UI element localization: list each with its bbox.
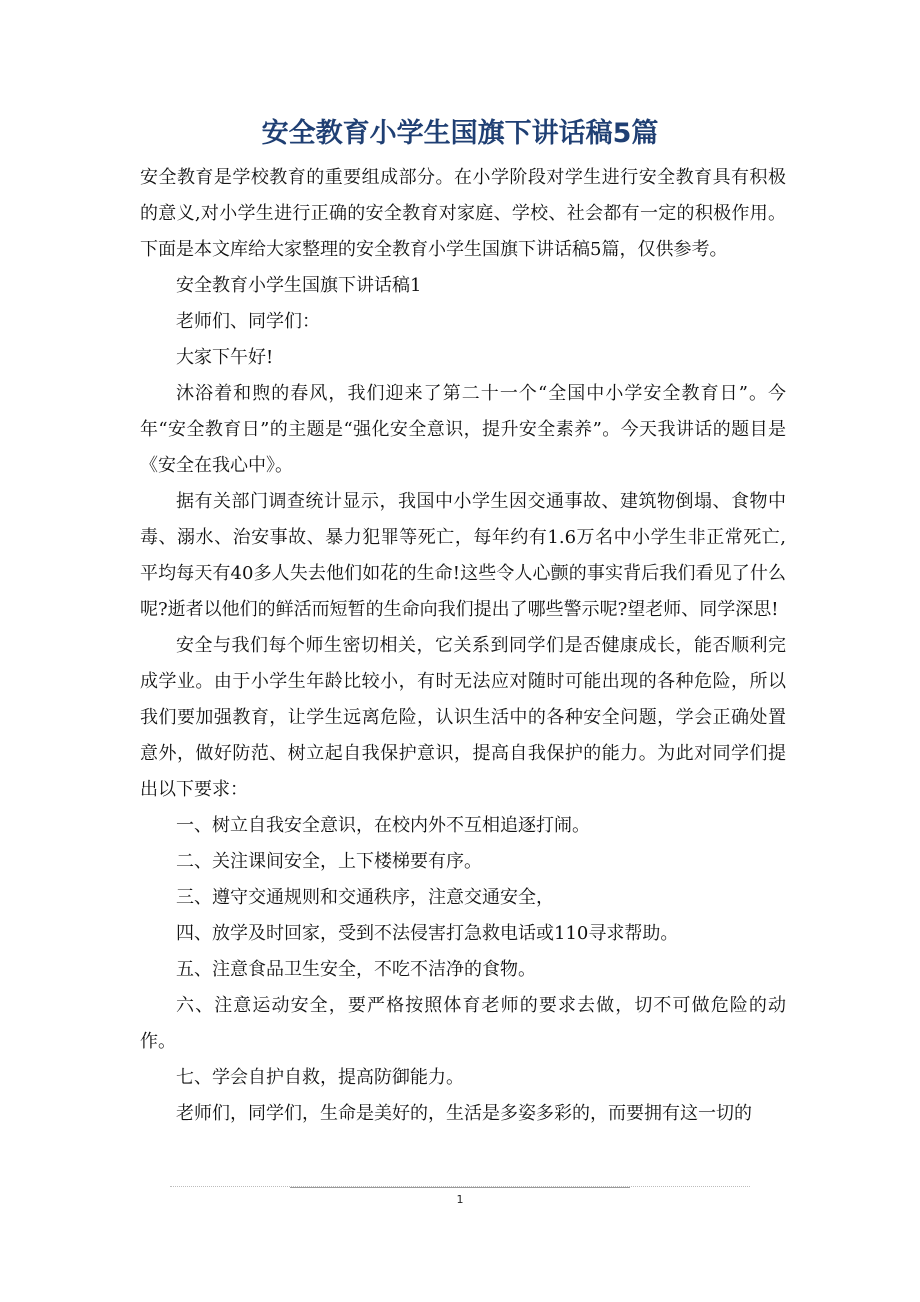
paragraph-requirements-intro: 安全与我们每个师生密切相关，它关系到同学们是否健康成长，能否顺利完成学业。由于小学生年龄比较小，有时无法应对随时可能出现的各种危险，所以我们要加强教育，让学生远离危险，认识生活中的各种安全问题，学会正确处置意外，做好防范、树立起自我保护意识，提高自我保护的能力。为此对同学们提出以下要求： <box>140 635 786 800</box>
paragraph-good-afternoon: 大家下午好! <box>176 347 274 368</box>
document-title: 安全教育小学生国旗下讲话稿5篇 <box>261 118 659 149</box>
paragraph-item-7: 七、学会自护自救，提高防御能力。 <box>176 1067 464 1088</box>
paragraph-item-5: 五、注意食品卫生安全，不吃不洁净的食物。 <box>176 959 536 980</box>
document-body <box>140 160 786 1132</box>
paragraph-speech-heading: 安全教育小学生国旗下讲话稿1 <box>176 275 422 296</box>
paragraph-item-3: 三、遵守交通规则和交通秩序，注意交通安全， <box>176 887 554 908</box>
paragraph-item-2: 二、关注课间安全，上下楼梯要有序。 <box>176 851 482 872</box>
paragraph-item-6: 六、注意运动安全，要严格按照体育老师的要求去做，切不可做危险的动作。 <box>140 995 786 1052</box>
paragraph-closing: 老师们，同学们，生命是美好的，生活是多姿多彩的，而要拥有这一切的 <box>176 1103 752 1124</box>
page-number: 1 <box>456 1193 464 1206</box>
paragraph-intro: 安全教育是学校教育的重要组成部分。在小学阶段对学生进行安全教育具有积极的意义,对小学生进行正确的安全教育对家庭、学校、社会都有一定的积极作用。下面是本文库给大家整理的安全教育小学生国旗下讲话稿5篇，仅供参考。 <box>140 167 786 260</box>
paragraph-safety-day: 沐浴着和煦的春风，我们迎来了第二十一个“全国中小学安全教育日”。今年“安全教育日”的主题是“强化安全意识，提升安全素养”。今天我讲话的题目是《安全在我心中》。 <box>140 383 786 476</box>
paragraph-item-4: 四、放学及时回家，受到不法侵害打急救电话或110寻求帮助。 <box>176 923 679 944</box>
paragraph-greeting: 老师们、同学们： <box>176 311 320 332</box>
paragraph-statistics: 据有关部门调查统计显示，我国中小学生因交通事故、建筑物倒塌、食物中毒、溺水、治安事故、暴力犯罪等死亡，每年约有1.6万名中小学生非正常死亡,平均每天有40多人失去他们如花的生命!这些令人心颤的事实背后我们看见了什么呢?逝者以他们的鲜活而短暂的生命向我们提出了哪些警示呢?望老师、同学深思! <box>140 491 786 620</box>
paragraph-item-1: 一、树立自我安全意识，在校内外不互相追逐打闹。 <box>176 815 590 836</box>
footer-divider-center <box>290 1187 630 1188</box>
